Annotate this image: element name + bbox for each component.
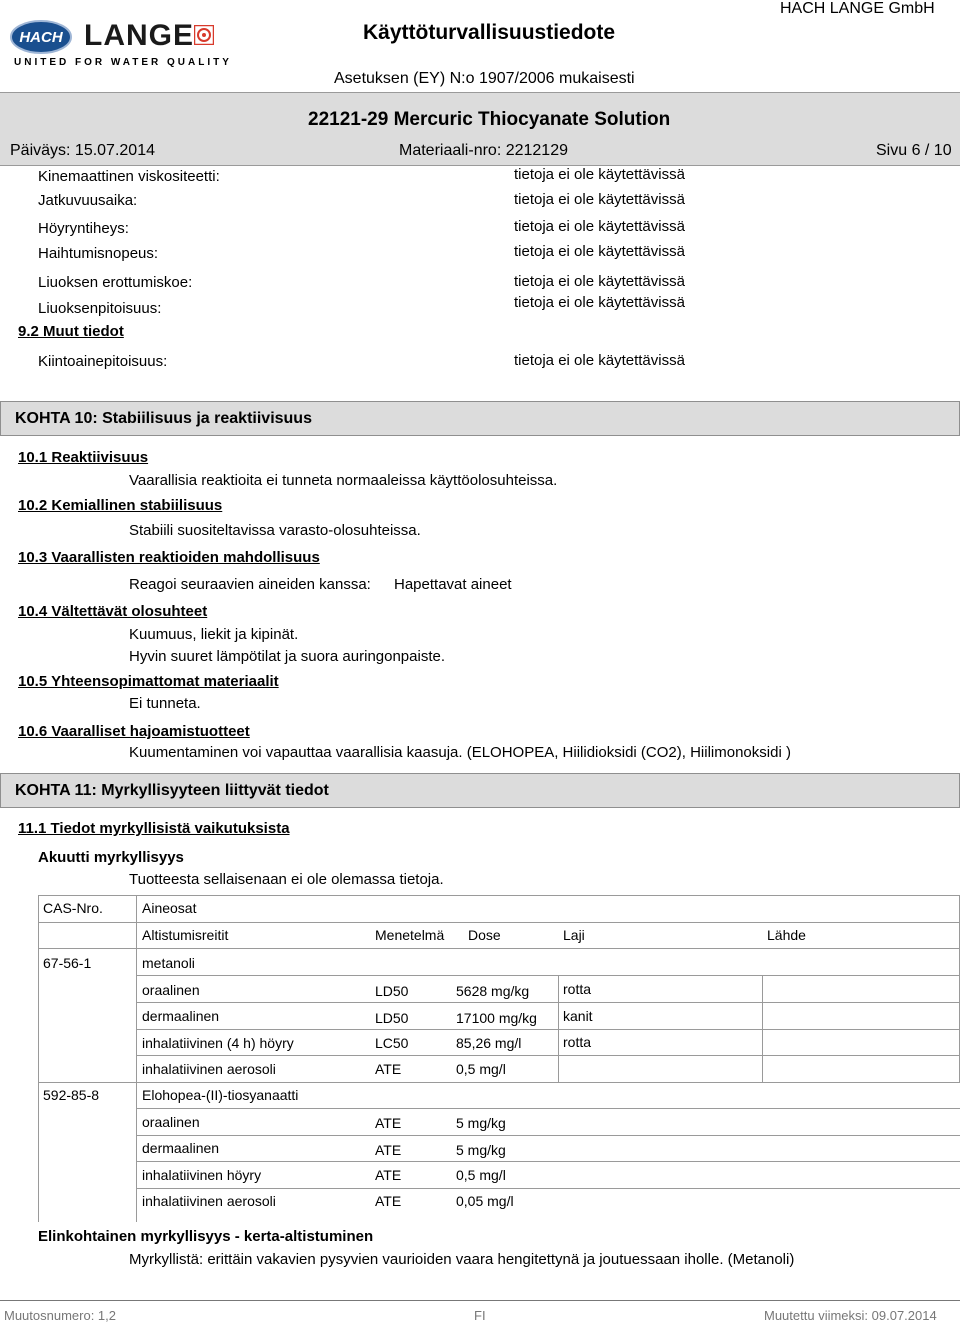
table-cell-route: dermaalinen [142, 1008, 220, 1024]
material-number: Materiaali-nro: 2212129 [399, 142, 568, 159]
section-10-6-text: Kuumentaminen voi vapauttaa vaarallisia kaasuja. (ELOHOPEA, Hiilidioksidi (CO2), Hiilimonoksidi ) [129, 744, 791, 761]
table-substance-name: metanoli [142, 955, 195, 971]
table-cell-species: kanit [563, 1008, 593, 1024]
section-10-2-title: 10.2 Kemiallinen stabiilisuus [18, 497, 223, 514]
table-substance-name: Elohopea-(II)-tiosyanaatti [142, 1087, 299, 1103]
acute-toxicity-text: Tuotteesta sellaisenaan ei ole olemassa tietoja. [129, 871, 444, 888]
hach-logo [10, 20, 72, 54]
table-cell-species: rotta [563, 1034, 592, 1050]
lange-logo-mark [194, 25, 214, 45]
property-label: Kinemaattinen viskositeetti: [38, 168, 220, 185]
footer-divider [0, 1300, 960, 1301]
property-value: tietoja ei ole käytettävissä [514, 191, 685, 208]
property-value: tietoja ei ole käytettävissä [514, 218, 685, 235]
table-cell-dose: 5 mg/kg [456, 1142, 506, 1158]
section-11-1-title: 11.1 Tiedot myrkyllisistä vaikutuksista [18, 820, 290, 837]
section-10-3-value: Hapettavat aineet [394, 576, 512, 593]
table-cell-method: LD50 [375, 1010, 409, 1026]
table-cell-dose: 0,5 mg/l [456, 1167, 506, 1183]
table-cell-route: oraalinen [142, 982, 200, 998]
section-10-6-title: 10.6 Vaaralliset hajoamistuotteet [18, 723, 250, 740]
property-value: tietoja ei ole käytettävissä [514, 352, 685, 369]
document-title: Käyttöturvallisuustiedote [363, 21, 616, 44]
section-10-3-label: Reagoi seuraavien aineiden kanssa: [129, 576, 371, 593]
section-10-4-title: 10.4 Vältettävät olosuhteet [18, 603, 208, 620]
section-10-4-text: Kuumuus, liekit ja kipinät. [129, 626, 299, 643]
table-cell-species: rotta [563, 981, 592, 997]
property-label: Jatkuvuusaika: [38, 192, 138, 209]
property-label: Höyryntiheys: [38, 220, 129, 237]
table-header-substance: Aineosat [142, 900, 197, 916]
lange-logo-text: LANGE [84, 19, 194, 52]
table-cell-method: ATE [375, 1167, 402, 1183]
footer-updated: Muutettu viimeksi: 09.07.2014 [764, 1308, 937, 1323]
hach-logo-text: HACH [19, 29, 63, 46]
table-cell-method: ATE [375, 1115, 402, 1131]
table-cell-route: inhalatiivinen aerosoli [142, 1193, 276, 1209]
table-cell-method: LD50 [375, 983, 409, 999]
property-value: tietoja ei ole käytettävissä [514, 166, 685, 183]
tagline: UNITED FOR WATER QUALITY [14, 57, 232, 68]
company-name: HACH LANGE GmbH [780, 0, 935, 17]
property-label: Haihtumisnopeus: [38, 245, 159, 262]
table-cell-route: inhalatiivinen höyry [142, 1167, 262, 1183]
acute-toxicity-title: Akuutti myrkyllisyys [38, 849, 184, 866]
property-value: tietoja ei ole käytettävissä [514, 273, 685, 290]
table-cell-dose: 5628 mg/kg [456, 983, 530, 999]
table-header-method: Menetelmä [375, 927, 445, 943]
table-cell-dose: 17100 mg/kg [456, 1010, 537, 1026]
section-10-band [0, 401, 960, 436]
property-value: tietoja ei ole käytettävissä [514, 243, 685, 260]
stot-text: Myrkyllistä: erittäin vakavien pysyvien vaurioiden vaara hengitettynä ja joutuessaan iholle. (Metanoli) [129, 1251, 795, 1268]
stot-title: Elinkohtainen myrkyllisyys - kerta-altistuminen [38, 1228, 374, 1245]
table-cell-method: ATE [375, 1193, 402, 1209]
section-10-5-text: Ei tunneta. [129, 695, 201, 712]
property-label: Liuoksen erottumiskoe: [38, 274, 193, 291]
table-cell-dose: 5 mg/kg [456, 1115, 506, 1131]
section-10-2-text: Stabiili suositeltavissa varasto-olosuhteissa. [129, 522, 421, 539]
footer-revision: Muutosnumero: 1,2 [4, 1308, 117, 1323]
table-header-route: Altistumisreitit [142, 927, 229, 943]
section-10-1-text: Vaarallisia reaktioita ei tunneta normaaleissa käyttöolosuhteissa. [129, 472, 558, 489]
section-10-5-title: 10.5 Yhteensopimattomat materiaalit [18, 673, 279, 690]
section-10-1-title: 10.1 Reaktiivisuus [18, 449, 149, 466]
date: Päiväys: 15.07.2014 [10, 142, 155, 159]
table-cell-route: inhalatiivinen (4 h) höyry [142, 1035, 294, 1051]
table-cell-method: ATE [375, 1142, 402, 1158]
section-9-2-title: 9.2 Muut tiedot [18, 323, 124, 340]
section-11-title: KOHTA 11: Myrkyllisyyteen liittyvät tiedot [15, 782, 329, 799]
section-10-3-title: 10.3 Vaarallisten reaktioiden mahdollisuus [18, 549, 320, 566]
property-value: tietoja ei ole käytettävissä [514, 294, 685, 311]
section-10-title: KOHTA 10: Stabiilisuus ja reaktiivisuus [15, 410, 312, 427]
section-10-4-text: Hyvin suuret lämpötilat ja suora auringonpaiste. [129, 648, 446, 665]
table-cell-dose: 0,05 mg/l [456, 1193, 514, 1209]
table-cell-dose: 0,5 mg/l [456, 1061, 506, 1077]
table-cell-route: oraalinen [142, 1114, 200, 1130]
property-label: Kiintoainepitoisuus: [38, 353, 168, 370]
table-cas: 67-56-1 [43, 955, 92, 971]
table-cell-dose: 85,26 mg/l [456, 1035, 522, 1051]
page-number: Sivu 6 / 10 [876, 142, 952, 159]
table-header-cas: CAS-Nro. [43, 900, 103, 916]
table-header-source: Lähde [767, 927, 806, 943]
table-cas: 592-85-8 [43, 1087, 100, 1103]
section-11-band [0, 773, 960, 808]
regulation-text: Asetuksen (EY) N:o 1907/2006 mukaisesti [334, 70, 635, 87]
table-header-species: Laji [563, 927, 585, 943]
property-label: Liuoksenpitoisuus: [38, 300, 162, 317]
product-name: 22121-29 Mercuric Thiocyanate Solution [308, 109, 671, 130]
table-cell-method: ATE [375, 1061, 402, 1077]
footer-language: FI [474, 1308, 486, 1323]
table-header-dose: Dose [468, 927, 501, 943]
table-cell-route: inhalatiivinen aerosoli [142, 1061, 276, 1077]
table-cell-method: LC50 [375, 1035, 409, 1051]
table-cell-route: dermaalinen [142, 1140, 220, 1156]
